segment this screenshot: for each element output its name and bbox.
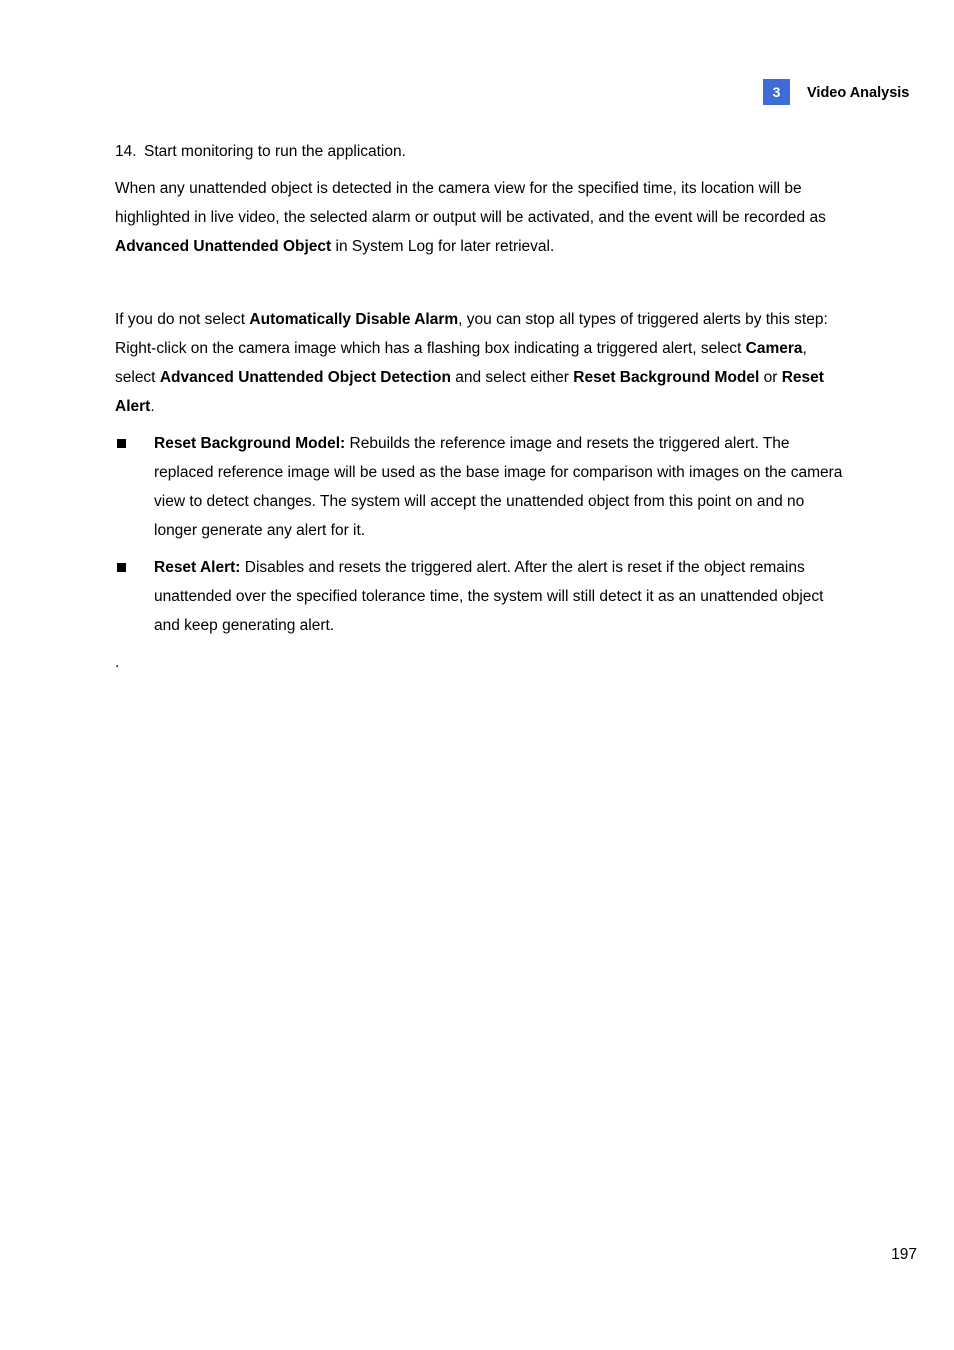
step-text: Start monitoring to run the application. [144,143,406,160]
para-bold-term: Reset Alert [115,369,824,415]
para-bold-term: Advanced Unattended Object [115,238,332,255]
step-14 [115,137,845,166]
bullet-text: Rebuilds the reference image and resets the triggered alert. The replaced reference image will be used as the base image for comparison with images on the camera view to detect changes. The system will accept the unattended object from this point on and no longer generate any alert for it. [154,435,843,539]
para-text: If you do not select [115,311,250,328]
para-bold-term: Advanced Unattended Object Detection [159,369,451,386]
para-text: When any unattended object is detected in the camera view for the specified time, its location will be highlighted in live video, the selected alarm or output will be activated, and the event will be recorded as [115,180,826,226]
list-item [115,553,845,640]
chapter-title: Video Analysis [807,85,910,101]
page-header [763,79,909,105]
square-bullet-icon [117,563,126,572]
bullet-text: Disables and resets the triggered alert. After the alert is reset if the object remains unattended over the specified tolerance time, the system will still detect it as an unattended object and keep generating alert. [154,559,824,634]
bullet-term: Reset Alert: [154,559,241,576]
reset-paragraph [115,305,845,421]
bullet-term: Reset Background Model: [154,435,346,452]
para-text: in System Log for later retrieval. [331,238,555,255]
page-content [115,137,845,677]
para-text: and select either [450,369,574,386]
page-number: 197 [891,1246,917,1263]
trailing-period: . [115,654,120,671]
para-text: , select [115,340,807,386]
para-bold-term: Reset Background Model [573,369,760,386]
para-bold-term: Automatically Disable Alarm [249,311,459,328]
step-number: 14. [115,143,137,160]
detection-paragraph [115,174,845,261]
list-item [115,429,845,545]
square-bullet-icon [117,439,126,448]
para-text: or [759,369,782,386]
chapter-number-badge: 3 [763,79,790,105]
bullet-list [115,429,845,640]
para-text: . [150,398,155,415]
para-text: , you can stop all types of triggered alerts by this step: Right-click on the camera image which has a flashing box indicating a triggered alert, select [115,311,828,357]
para-bold-term: Camera [745,340,803,357]
